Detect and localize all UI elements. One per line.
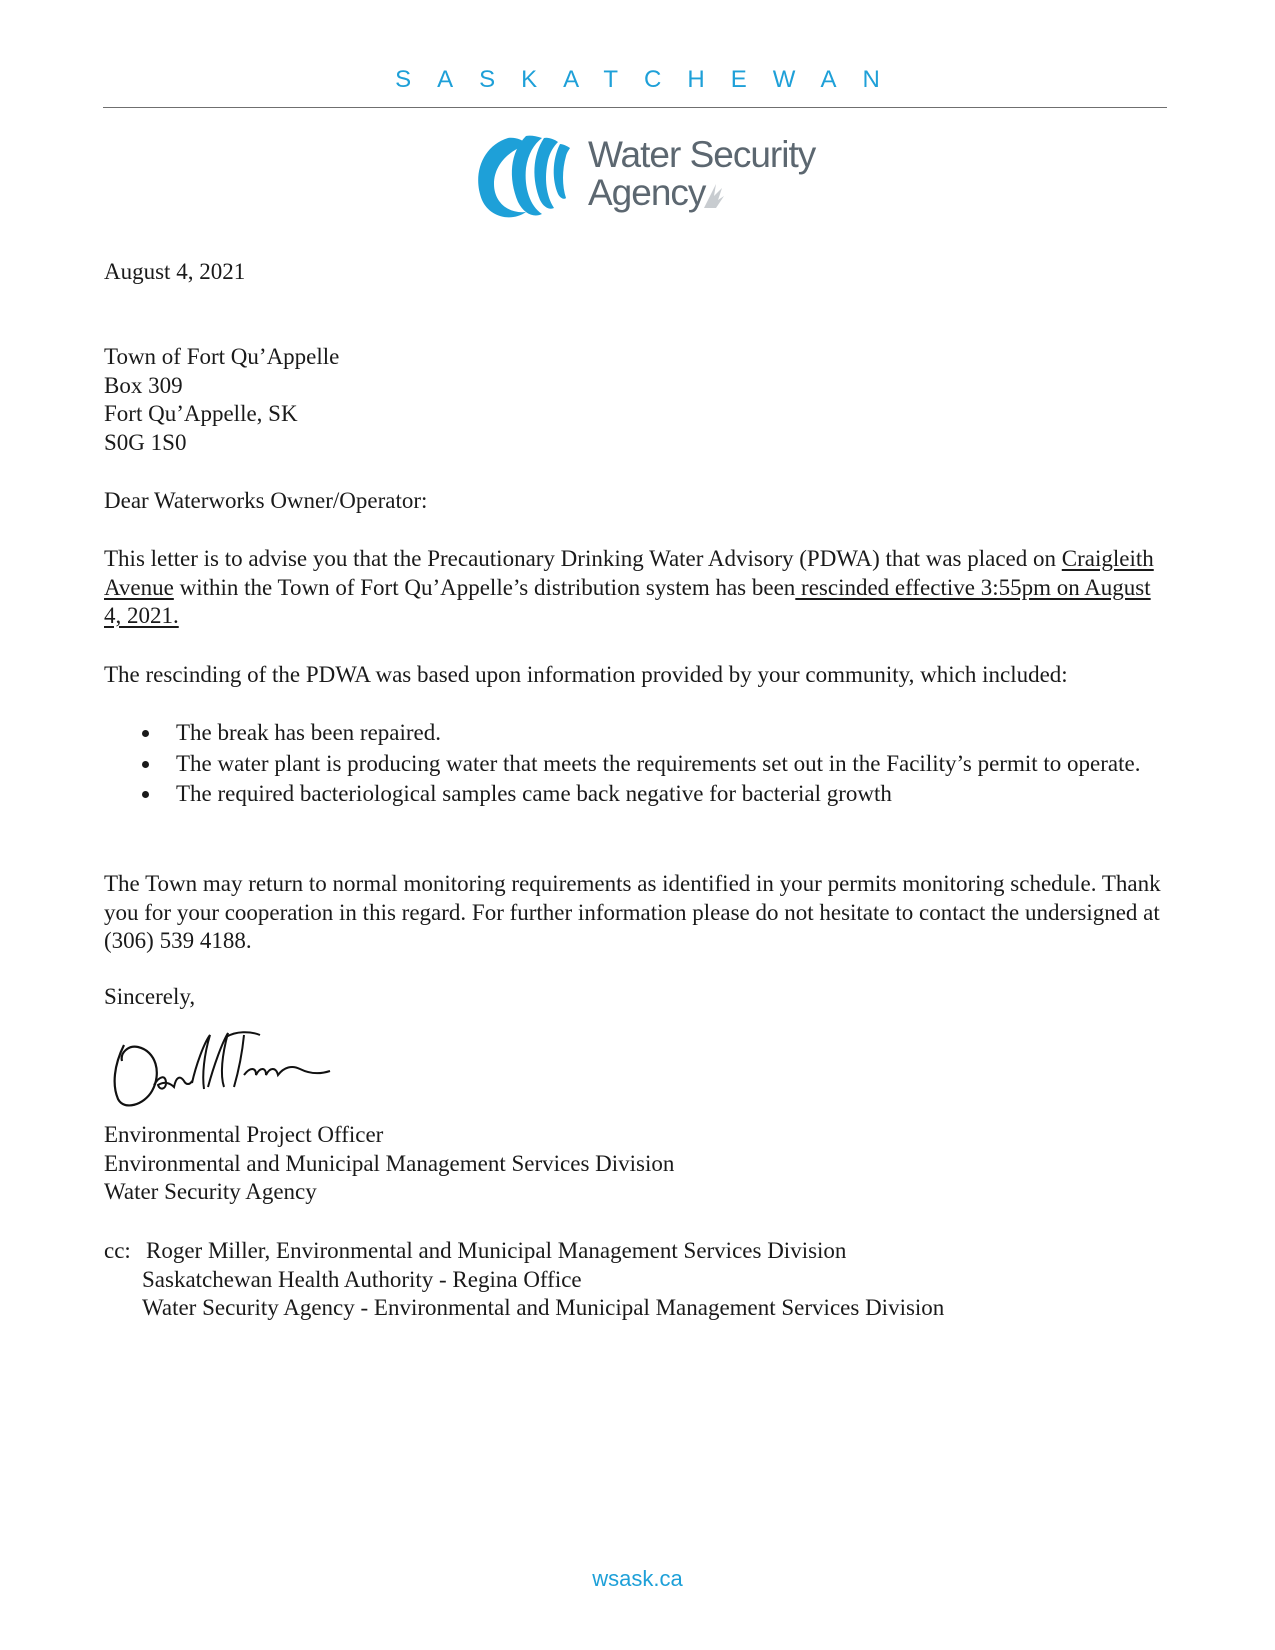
agency-logo	[470, 130, 816, 225]
list-item: The water plant is producing water that meets the requirements set out in the Facility’s permit to operate.	[104, 750, 1169, 779]
handwritten-signature	[104, 1025, 354, 1110]
monitoring-paragraph: The Town may return to normal monitoring requirements as identified in your permits monitoring schedule. Thank you for your cooperation in this regard. For further information please do not hesitate to contact the undersigned at (306) 539 4188.	[104, 871, 1161, 953]
signatory-block	[104, 1121, 1169, 1207]
signatory-title: Environmental Project Officer	[104, 1122, 384, 1147]
advisory-text-intro: This letter is to advise you that the Precautionary Drinking Water Advisory (PDWA) that was placed on	[104, 546, 1062, 571]
province-banner: SASKATCHEWAN	[395, 66, 906, 93]
bullet-icon	[142, 791, 149, 798]
header-divider	[103, 107, 1167, 108]
basis-paragraph: The rescinding of the PDWA was based upon information provided by your community, which included:	[104, 662, 1068, 687]
address-line: Box 309	[104, 372, 183, 398]
signatory-agency: Water Security Agency	[104, 1179, 317, 1204]
water-swirl-icon	[470, 130, 582, 225]
recipient-address	[104, 343, 1169, 457]
salutation: Dear Waterworks Owner/Operator:	[104, 488, 428, 513]
closing: Sincerely,	[104, 984, 196, 1009]
address-line: Town of Fort Qu’Appelle	[104, 344, 340, 369]
signatory-division: Environmental and Municipal Management Services Division	[104, 1150, 675, 1176]
agency-wordmark-line2: Agency	[588, 172, 706, 213]
list-item: The required bacteriological samples came back negative for bacterial growth	[104, 780, 1169, 809]
cc-line: Saskatchewan Health Authority - Regina Office	[142, 1266, 582, 1292]
street-name: Craigleith Avenue	[104, 546, 1154, 600]
list-item: The break has been repaired.	[104, 719, 1169, 748]
advisory-text-middle: within the Town of Fort Qu’Appelle’s distribution system has been	[173, 574, 796, 600]
agency-wordmark-line1: Water Security	[588, 134, 816, 175]
cc-block	[104, 1237, 1169, 1323]
rescinded-effective: rescinded effective 3:55pm on August 4, 2021.	[104, 574, 1151, 628]
wheat-sheaf-icon	[702, 182, 724, 208]
advisory-paragraph	[104, 545, 1169, 631]
cc-label: cc:	[104, 1238, 131, 1263]
cc-line: Water Security Agency - Environmental and Municipal Management Services Division	[142, 1295, 945, 1320]
bullet-icon	[142, 730, 149, 737]
footer-website: wsask.ca	[592, 1566, 683, 1591]
bullet-icon	[142, 761, 149, 768]
address-line: S0G 1S0	[104, 429, 187, 455]
cc-line: cc: Roger Miller, Environmental and Municipal Management Services Division	[104, 1237, 1169, 1266]
letter-date: August 4, 2021	[104, 259, 246, 284]
address-line: Fort Qu’Appelle, SK	[104, 401, 298, 426]
conditions-list	[104, 719, 1169, 811]
